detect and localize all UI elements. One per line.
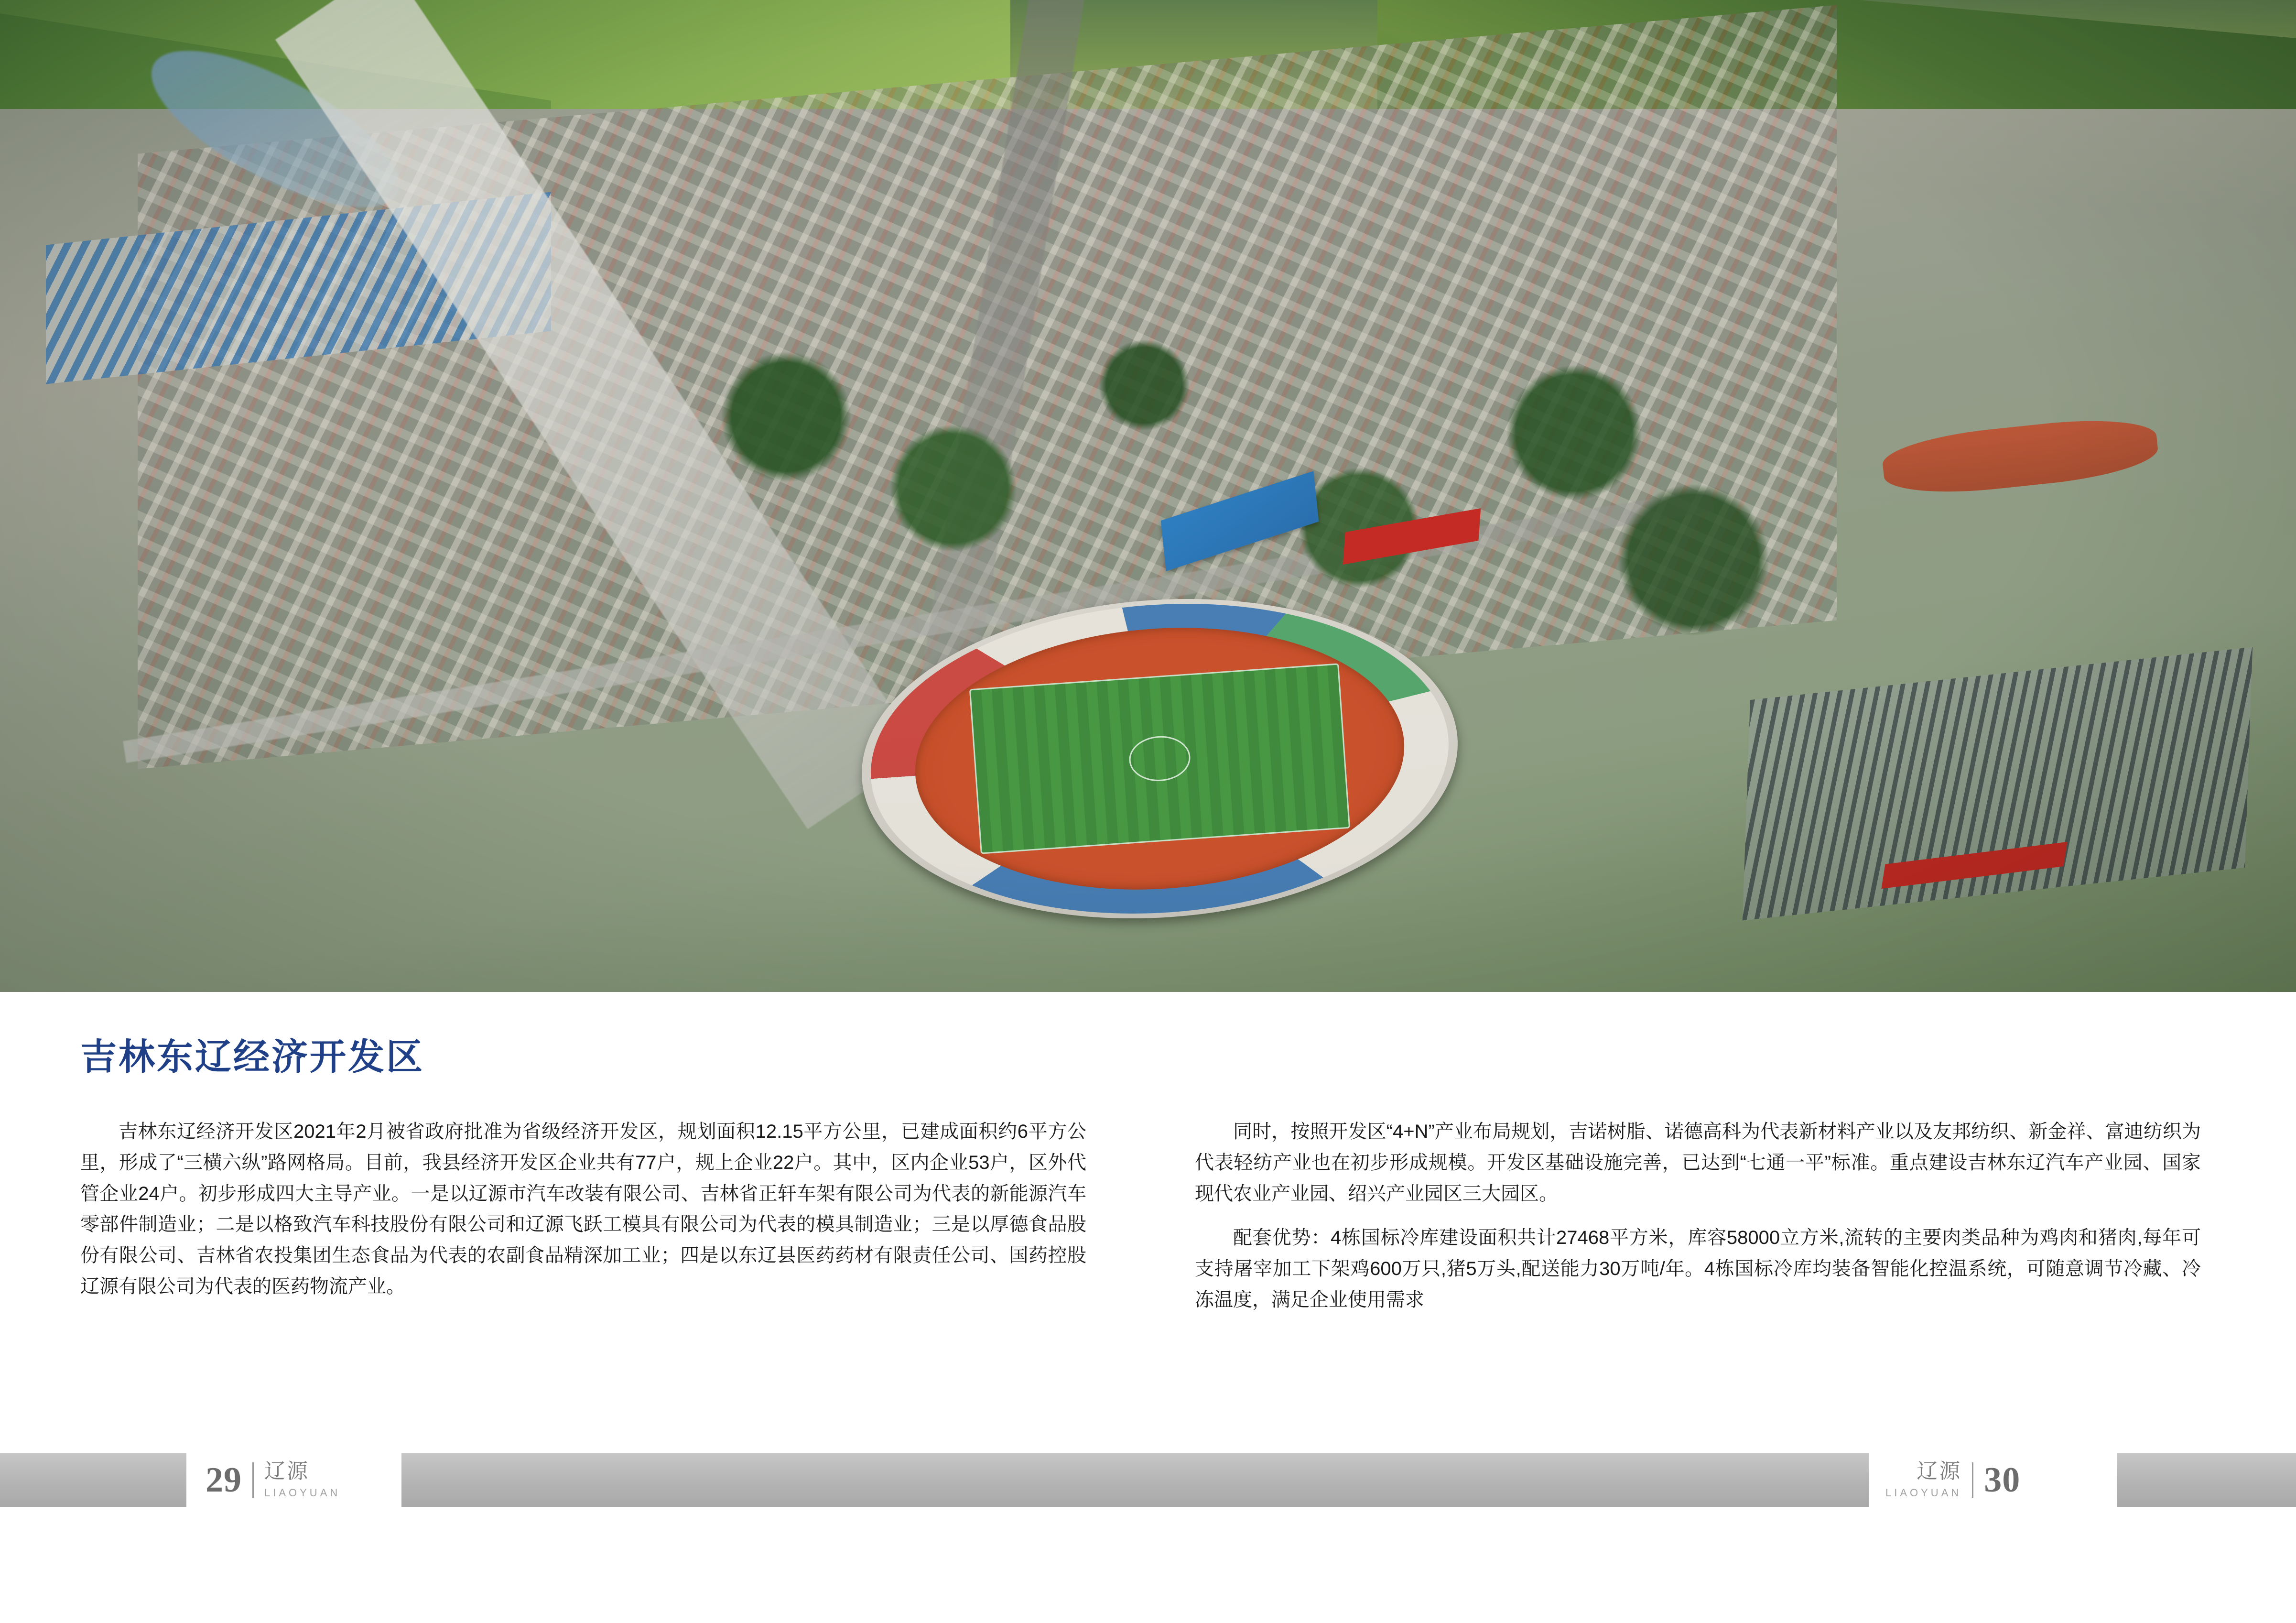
folio-name-cn-left: 辽源 [264, 1460, 309, 1483]
page-number-left: 29 [206, 1460, 242, 1500]
article-column-right [1195, 1116, 2201, 1329]
page-title: 吉林东辽经济开发区 [80, 1037, 424, 1078]
footer-band-left [0, 1453, 186, 1507]
folio-brand-left [264, 1461, 340, 1499]
paragraph: 同时，按照开发区“4+N”产业布局规划，吉诺树脂、诺德高科为代表新材料产业以及友邦纺织、新金祥、富迪纺织为代表轻纺产业也在初步形成规模。开发区基础设施完善，已达到“七通一平”标准。重点建设吉林东辽汽车产业园、国家现代农业产业园、绍兴产业园区三大园区。 [1195, 1121, 2201, 1204]
folio-divider-right [1972, 1462, 1973, 1498]
stadium-center-circle [1127, 734, 1191, 784]
folio-divider-left [252, 1462, 254, 1498]
page-number-right: 30 [1984, 1460, 2021, 1500]
folio-right [1885, 1454, 2020, 1506]
footer-band-right [2117, 1453, 2296, 1507]
folio-brand-right [1885, 1461, 1961, 1499]
folio-name-en-left: LIAOYUAN [264, 1487, 341, 1499]
paragraph: 吉林东辽经济开发区2021年2月被省政府批准为省级经济开发区，规划面积12.15平方公里，已建成面积约6平方公里，形成了“三横六纵”路网格局。目前，我县经济开发区企业共有77户，规上企业22户。其中，区内企业53户，区外代管企业24户。初步形成四大主导产业。一是以辽源市汽车改装有限公司、吉林省正轩车架有限公司为代表的新能源汽车零部件制造业；二是以格致汽车科技股份有限公司和辽源飞跃工模具有限公司为代表的模具制造业；三是以厚德食品股份有限公司、吉林省农投集团生态食品为代表的农副食品精深加工业；四是以东辽县医药药材有限责任公司、国药控股辽源有限公司为代表的医药物流产业。 [80, 1121, 1086, 1297]
paragraph: 配套优势：4栋国标冷库建设面积共计27468平方米，库容58000立方米,流转的主要肉类品种为鸡肉和猪肉,每年可支持屠宰加工下架鸡600万只,猪5万头,配送能力30万吨/年。4栋国标冷库均装备智能化控温系统，可随意调节冷藏、冷冻温度，满足企业使用需求 [1195, 1227, 2201, 1310]
folio-name-en-right: LIAOYUAN [1885, 1487, 1962, 1499]
folio-left [206, 1454, 340, 1506]
photo-stadium [851, 580, 1468, 938]
article-column-left [80, 1116, 1086, 1309]
folio-name-cn-right: 辽源 [1917, 1460, 1962, 1483]
footer-band-center [401, 1453, 1869, 1507]
stadium-pitch [969, 664, 1350, 854]
article-body [0, 992, 2296, 1444]
page-footer [0, 1444, 2296, 1623]
